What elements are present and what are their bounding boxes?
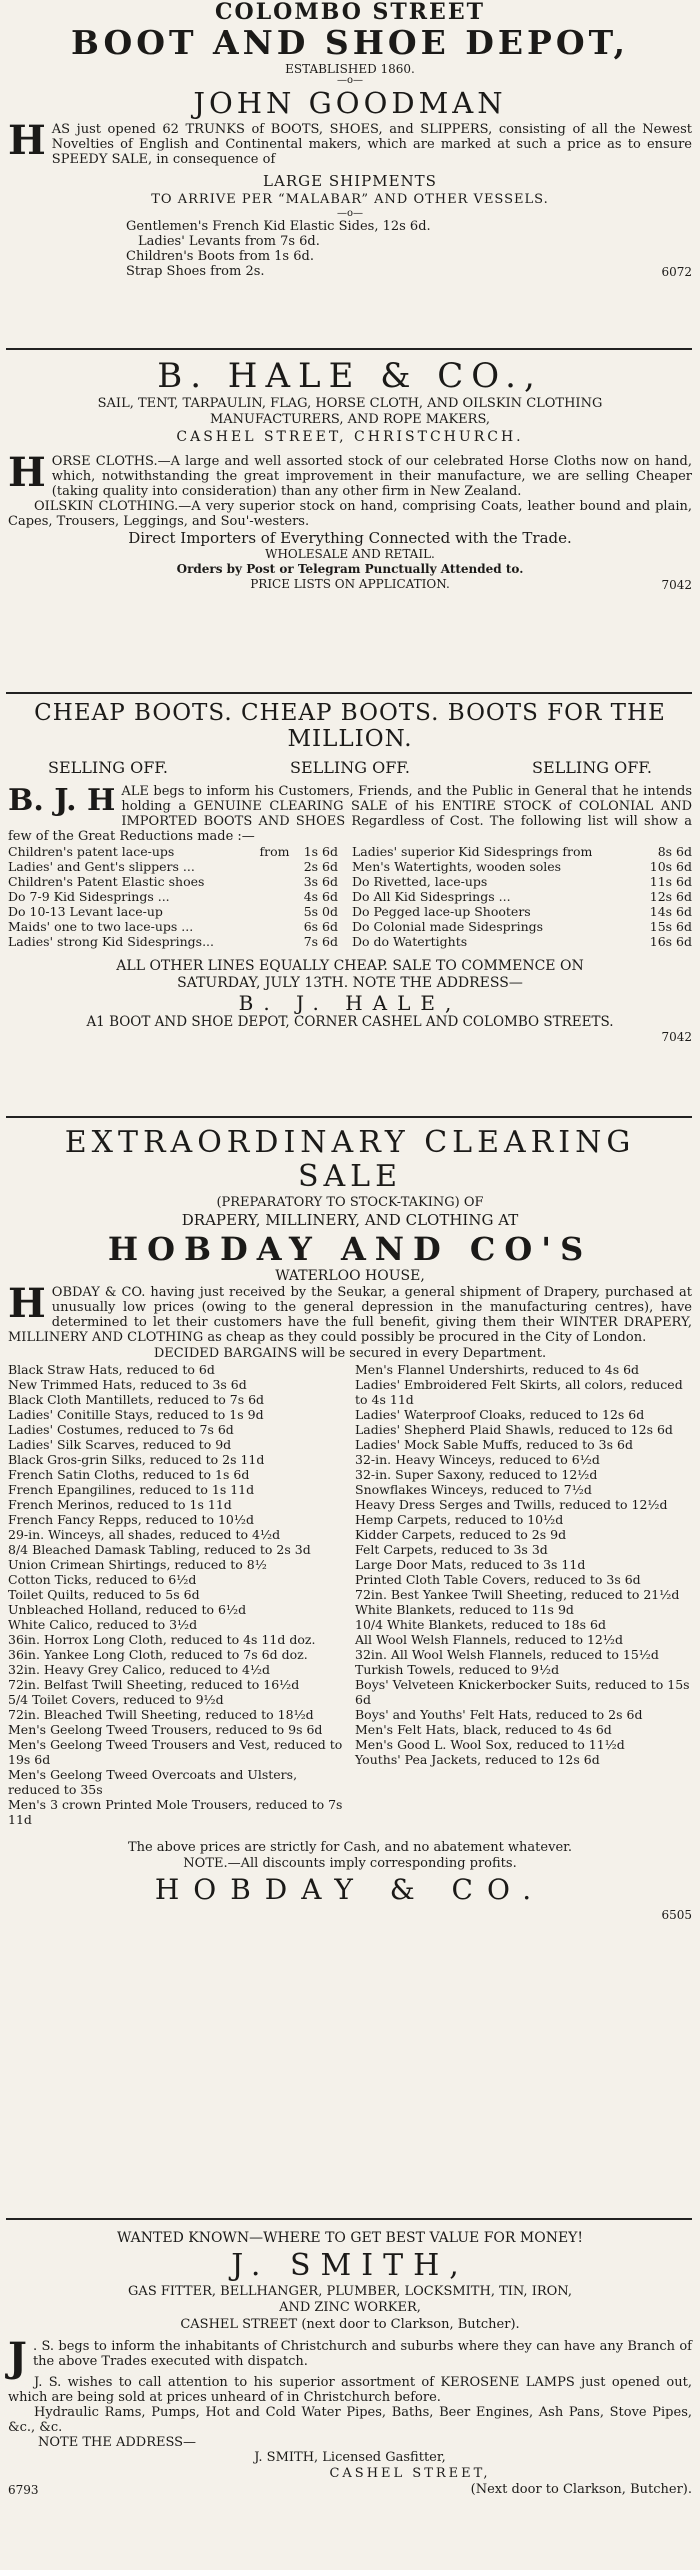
list-item: Cotton Ticks, reduced to 6½d [8,1572,197,1587]
ornament: —o— [336,75,364,86]
list-item: Ladies' Costumes, reduced to 7s 6d [8,1422,234,1437]
list-item: 72in. Best Yankee Twill Sheeting, reduced to 21½d [355,1587,680,1602]
direct-importers: Direct Importers of Everything Connected with the Trade. [128,529,572,547]
hydraulic-paragraph: Hydraulic Rams, Pumps, Hot and Cold Water Pipes, Baths, Beer Engines, Ash Pans, Stove Pipes, &c., &c. [8,2405,692,2435]
divider [6,692,692,694]
table-row: Maids' one to two lace-ups ... 6s 6d [8,919,338,934]
list-item: Boys' Velveteen Knickerbocker Suits, reduced to 15s 6d [355,1677,690,1707]
list-item: 72in. Bleached Twill Sheeting, reduced to 18½d [8,1707,314,1722]
drapery-line: DRAPERY, MILLINERY, AND CLOTHING AT [181,1211,519,1229]
selling-off: SELLING OFF. [48,758,168,777]
selling-off: SELLING OFF. [532,758,652,777]
list-item: Turkish Towels, reduced to 9½d [355,1662,560,1677]
list-item: Black Gros-grin Silks, reduced to 2s 11d [8,1452,265,1467]
sale-date: SATURDAY, JULY 13TH. NOTE THE ADDRESS— [177,975,523,991]
wanted-known: WANTED KNOWN—WHERE TO GET BEST VALUE FOR MONEY! [116,2230,584,2246]
bj-hale-intro: ALE begs to inform his Customers, Friends, and the Public in General that he intends holding a GENUINE CLEARING SALE of his ENTIRE STOCK of COLONIAL AND IMPORTED BOOTS AND SHOES Regardless of Cost. The following list will show a few of the Great Reductions made :— [8,784,692,844]
list-item: Felt Carpets, reduced to 3s 3d [355,1542,548,1557]
ad-reference-number: 6793 [8,2483,39,2497]
hobday-firm: HOBDAY AND CO'S [107,1230,593,1268]
right-price-table [352,844,692,949]
goodman-advertisement: COLOMBO STREET BOOT AND SHOE DEPOT, ESTABLISHED 1860. —o— JOHN GOODMAN H AS just opened 62 TRUNKS of BOOTS, SHOES, and SLIPPERS, consisting of all the Newest Novelties of English and Continental makers, which are marked at such a price as to ensure SPEEDY SALE, in consequence of LARGE SHIPMENTS TO ARRIVE PER “MALABAR” AND OTHER VESSELS. —o— Gentlemen's French Kid Elastic Sides, 12s 6d. Ladies' Levants from 7s 6d. Children's Boots from 1s 6d. Strap Shoes from 2s. 6072 [8,0,692,279]
list-item: 10/4 White Blankets, reduced to 18s 6d [355,1617,606,1632]
table-row: Children's patent lace-ups from 1s 6d [8,844,338,859]
smith-signature: J. SMITH, Licensed Gasfitter, [254,2450,446,2465]
bargain-column-left [8,1362,345,1827]
selling-off-row [8,752,692,778]
smith-footer-row [8,2482,692,2498]
list-item: 32-in. Heavy Winceys, reduced to 6½d [355,1452,600,1467]
list-item: 8/4 Bleached Damask Tabling, reduced to 2s 3d [8,1542,311,1557]
list-item: French Merinos, reduced to 1s 11d [8,1497,232,1512]
list-item: Strap Shoes from 2s. [126,264,265,279]
list-item: Gentlemen's French Kid Elastic Sides, 12s 6d. [126,219,431,234]
table-row: Ladies' and Gent's slippers ... 2s 6d [8,859,338,874]
cash-terms: The above prices are strictly for Cash, and no abatement whatever. [127,1840,573,1855]
ad-reference-number: 6505 [661,1908,692,1922]
table-row: Do do Watertights 16s 6d [352,934,692,949]
list-item: Ladies' Silk Scarves, reduced to 9d [8,1437,232,1452]
ad-reference-number: 7042 [661,578,692,592]
list-item: White Calico, reduced to 3½d [8,1617,198,1632]
divider [6,348,692,350]
table-row: Do Pegged lace-up Shooters 14s 6d [352,904,692,919]
table-row: Do Rivetted, lace-ups 11s 6d [352,874,692,889]
list-item: Printed Cloth Table Covers, reduced to 3s 6d [355,1572,641,1587]
list-item: Men's Geelong Tweed Trousers, reduced to 9s 6d [8,1722,323,1737]
hale-advertisement [0,356,700,592]
bj-hale-advertisement [0,700,700,1044]
list-item: Hemp Carpets, reduced to 10½d [355,1512,564,1527]
smith-advertisement [0,2228,700,2498]
horse-cloths-paragraph: ORSE CLOTHS.—A large and well assorted stock of our celebrated Horse Cloths now on hand, which, notwithstanding the great improvement in their manufacture, we are selling Cheaper (taking quality into consideration) than any other firm in New Zealand. [51,454,692,499]
drop-cap: H [8,117,46,164]
list-item: Youths' Pea Jackets, reduced to 12s 6d [355,1752,600,1767]
ad-reference-number: 7042 [661,1030,692,1044]
ad-reference-number: 6072 [661,265,692,279]
waterloo-house: WATERLOO HOUSE, [275,1268,425,1284]
left-price-table [8,844,338,949]
divider [6,2218,692,2220]
list-item: Snowflakes Winceys, reduced to 7½d [355,1482,592,1497]
list-item: 36in. Yankee Long Cloth, reduced to 7s 6d doz. [8,1647,308,1662]
address-line: CASHEL STREET, CHRISTCHURCH. [176,429,524,445]
price-lists: PRICE LISTS ON APPLICATION. [250,577,450,591]
established-line: ESTABLISHED 1860. [285,62,415,76]
street-heading: COLOMBO STREET [215,0,485,25]
smith-name: J. SMITH, [231,2248,469,2283]
wholesale-line: WHOLESALE AND RETAIL. [265,547,435,561]
list-item: Men's 3 crown Printed Mole Trousers, reduced to 7s 11d [8,1797,343,1827]
large-shipments: LARGE SHIPMENTS [263,172,437,190]
table-row: Do 10-13 Levant lace-up 5s 0d [8,904,338,919]
list-item: Ladies' Embroidered Felt Skirts, all colors, reduced to 4s 11d [355,1377,683,1407]
list-item: Kidder Carpets, reduced to 2s 9d [355,1527,567,1542]
proprietor-name: JOHN GOODMAN [193,86,507,120]
list-item: 72in. Belfast Twill Sheeting, reduced to 16½d [8,1677,300,1692]
smith-signature: CASHEL STREET, [329,2466,491,2481]
depot-title: BOOT AND SHOE DEPOT, [70,23,630,62]
smith-trades: AND ZINC WORKER, [279,2300,421,2315]
table-row: Ladies' superior Kid Sidesprings from 8s 6d [352,844,692,859]
goodman-body: AS just opened 62 TRUNKS of BOOTS, SHOES, and SLIPPERS, consisting of all the Newest Novelties of English and Continental makers, which are marked at such a price as to ensure SPEEDY SALE, in consequence of [51,122,692,167]
smith-paragraph: . S. begs to inform the inhabitants of Christchurch and suburbs where they can have any Branch of the above Trades executed with dispatch. [32,2339,692,2369]
list-item: French Fancy Repps, reduced to 10½d [8,1512,255,1527]
boot-price-lists [8,844,692,949]
list-item: 32in. All Wool Welsh Flannels, reduced to 15½d [355,1647,659,1662]
list-item: Unbleached Holland, reduced to 6½d [8,1602,247,1617]
list-item: Men's Geelong Tweed Overcoats and Ulsters, reduced to 35s [8,1767,298,1797]
trades-line: MANUFACTURERS, AND ROPE MAKERS, [209,412,491,427]
list-item: 36in. Horrox Long Cloth, reduced to 4s 11d doz. [8,1632,316,1647]
table-row: Children's Patent Elastic shoes 3s 6d [8,874,338,889]
list-item: All Wool Welsh Flannels, reduced to 12½d [355,1632,624,1647]
hobday-advertisement [0,1126,700,1922]
list-item: Ladies' Levants from 7s 6d. [138,234,320,249]
list-item: Black Cloth Mantillets, reduced to 7s 6d [8,1392,265,1407]
note-address: NOTE THE ADDRESS— [38,2435,197,2450]
drop-cap: J [8,2334,27,2381]
list-item: Large Door Mats, reduced to 3s 11d [355,1557,586,1572]
table-row: Do 7-9 Kid Sidesprings ... 4s 6d [8,889,338,904]
divider [6,1116,692,1118]
list-item: Ladies' Waterproof Cloaks, reduced to 12s 6d [355,1407,645,1422]
list-item: Men's Felt Hats, black, reduced to 4s 6d [355,1722,612,1737]
bj-hale-name: B. J. HALE, [238,991,462,1015]
table-row: Do All Kid Sidesprings ... 12s 6d [352,889,692,904]
smith-signature: (Next door to Clarkson, Butcher). [470,2482,692,2497]
list-item: 5/4 Toilet Covers, reduced to 9½d [8,1692,224,1707]
list-item: Black Straw Hats, reduced to 6d [8,1362,215,1377]
table-row: Men's Watertights, wooden soles 10s 6d [352,859,692,874]
bargain-columns [8,1362,692,1827]
arrive-line: TO ARRIVE PER “MALABAR” AND OTHER VESSELS. [151,192,549,207]
list-item: New Trimmed Hats, reduced to 3s 6d [8,1377,247,1392]
list-item: Ladies' Shepherd Plaid Shawls, reduced to 12s 6d [355,1422,673,1437]
smith-trades: GAS FITTER, BELLHANGER, PLUMBER, LOCKSMITH, TIN, IRON, [128,2284,572,2299]
orders-line: Orders by Post or Telegram Punctually Attended to. [176,562,524,576]
cheap-boots-headline: CHEAP BOOTS. CHEAP BOOTS. BOOTS FOR THE MILLION. [34,700,666,752]
hale-title: B. HALE & CO., [157,356,543,396]
list-item: French Epangilines, reduced to 1s 11d [8,1482,255,1497]
list-item: French Satin Cloths, reduced to 1s 6d [8,1467,250,1482]
list-item: Children's Boots from 1s 6d. [126,249,314,264]
list-item: Union Crimean Shirtings, reduced to 8½ [8,1557,267,1572]
drop-cap: H [8,449,46,496]
smith-address: CASHEL STREET (next door to Clarkson, Butcher). [180,2317,520,2332]
clearing-sale-headline: EXTRAORDINARY CLEARING SALE [64,1125,636,1194]
selling-off: SELLING OFF. [290,758,410,777]
bj-hale-address: A1 BOOT AND SHOE DEPOT, CORNER CASHEL AND COLOMBO STREETS. [86,1014,614,1030]
list-item: 32-in. Super Saxony, reduced to 12½d [355,1467,598,1482]
table-row: Ladies' strong Kid Sidesprings... 7s 6d [8,934,338,949]
hobday-footer: HOBDAY & CO. [154,1873,546,1906]
list-item: Men's Good L. Wool Sox, reduced to 11½d [355,1737,625,1752]
list-item: Ladies' Conitille Stays, reduced to 1s 9d [8,1407,264,1422]
hobday-intro: OBDAY & CO. having just received by the Seukar, a general shipment of Drapery, purchased at unusually low prices (owing to the general depression in the manufacturing centres), have determined to let their customers have the full benefit, giving them their WINTER DRAPERY, MILLINERY AND CLOTHING as cheap as they could possibly be procured in the City of London. [8,1285,692,1345]
oilskin-paragraph: OILSKIN CLOTHING.—A very superior stock on hand, comprising Coats, leather bound and plain, Capes, Trousers, Leggings, and Sou'-westers. [8,499,692,529]
list-item: Boys' and Youths' Felt Hats, reduced to 2s 6d [355,1707,643,1722]
list-item: Men's Geelong Tweed Trousers and Vest, reduced to 19s 6d [8,1737,343,1767]
decided-bargains: DECIDED BARGAINS will be secured in every Department. [153,1346,547,1361]
trades-line: SAIL, TENT, TARPAULIN, FLAG, HORSE CLOTH, AND OILSKIN CLOTHING [97,396,603,411]
list-item: Men's Flannel Undershirts, reduced to 4s 6d [355,1362,640,1377]
initials: B. J. H [8,783,116,818]
all-lines: ALL OTHER LINES EQUALLY CHEAP. SALE TO COMMENCE ON [116,958,584,974]
stocktaking-line: (PREPARATORY TO STOCK-TAKING) OF [216,1195,484,1210]
drop-cap: H [8,1280,46,1327]
list-item: Heavy Dress Serges and Twills, reduced to 12½d [355,1497,668,1512]
list-item: White Blankets, reduced to 11s 9d [355,1602,574,1617]
list-item: 32in. Heavy Grey Calico, reduced to 4½d [8,1662,271,1677]
list-item: Toilet Quilts, reduced to 5s 6d [8,1587,200,1602]
bargain-column-right [355,1362,692,1827]
discount-note: NOTE.—All discounts imply corresponding profits. [183,1856,517,1871]
table-row: Do Colonial made Sidesprings 15s 6d [352,919,692,934]
kerosene-paragraph: J. S. wishes to call attention to his superior assortment of KEROSENE LAMPS just opened out, which are being sold at prices unheard of in Christchurch before. [8,2375,692,2405]
list-item: Ladies' Mock Sable Muffs, reduced to 3s 6d [355,1437,633,1452]
list-item: 29-in. Winceys, all shades, reduced to 4½d [8,1527,281,1542]
